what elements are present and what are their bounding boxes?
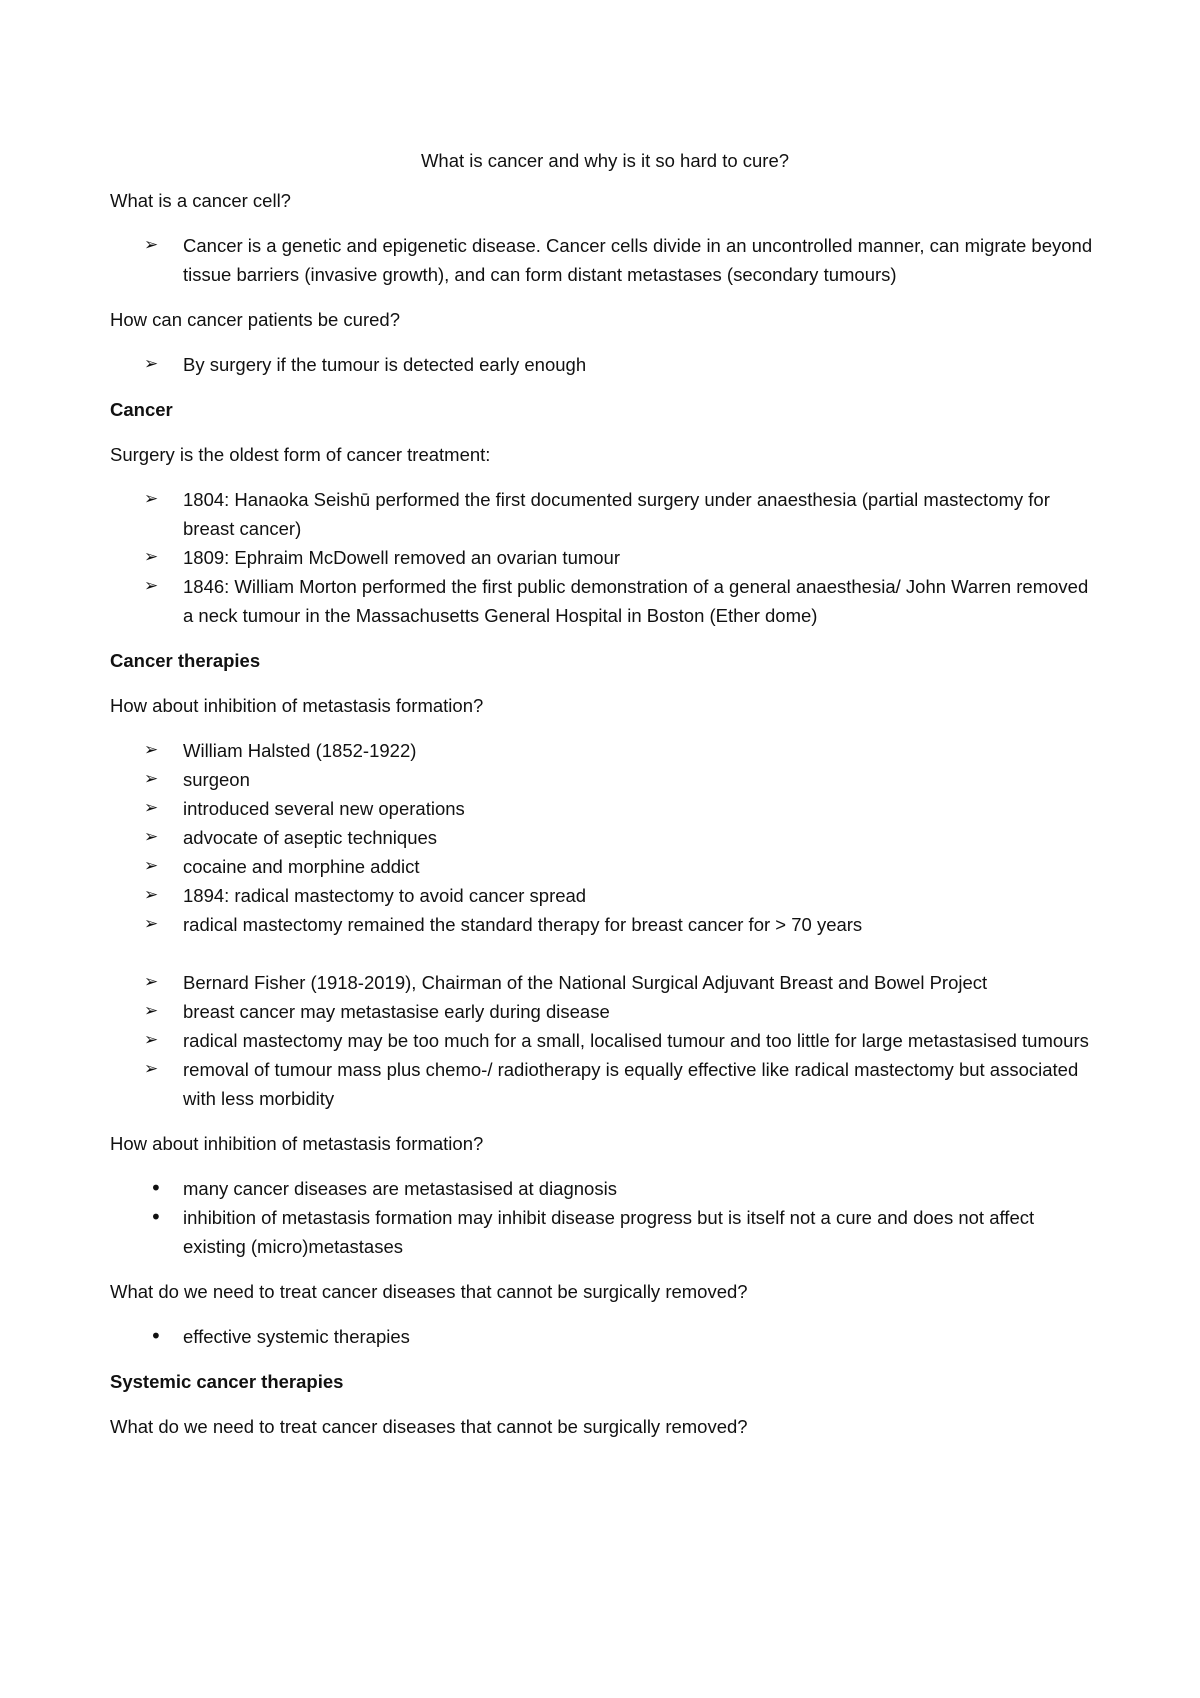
question-cancer-cell: What is a cancer cell? [110,190,291,211]
heading-cancer: Cancer [110,399,173,420]
list-item: ➢ radical mastectomy remained the standard therapy for breast cancer for > 70 years [110,910,1100,939]
question-cure: How can cancer patients be cured? [110,309,401,330]
list-item: ➢ Bernard Fisher (1918-2019), Chairman of the National Surgical Adjuvant Breast and Bowel Project [110,968,1100,997]
list-item: • many cancer diseases are metastasised at diagnosis [110,1174,1100,1203]
arrow-bullet-icon: ➢ [144,827,159,847]
arrow-bullet-icon: ➢ [144,972,159,992]
arrow-bullet-icon: ➢ [144,798,159,818]
list-surgery-history [110,485,1100,630]
list-cancer-cell [110,231,1100,289]
list-item: ➢ breast cancer may metastasise early during disease [110,997,1100,1026]
question-systemic-2: What do we need to treat cancer diseases that cannot be surgically removed? [110,1416,748,1437]
question-metastasis-2: How about inhibition of metastasis formation? [110,1133,484,1154]
question-metastasis: How about inhibition of metastasis formation? [110,695,484,716]
list-item: ➢ William Halsted (1852-1922) [110,736,1100,765]
arrow-bullet-icon: ➢ [144,740,159,760]
heading-systemic-therapies: Systemic cancer therapies [110,1371,344,1392]
list-cure [110,350,1100,379]
list-item: ➢ cocaine and morphine addict [110,852,1100,881]
arrow-bullet-icon: ➢ [144,489,159,509]
list-item: ➢ Cancer is a genetic and epigenetic disease. Cancer cells divide in an uncontrolled manner, can migrate beyond tissue barriers (invasive growth), and can form distant metastases (secondary tumours) [110,231,1100,289]
list-metastasis [110,1174,1100,1261]
list-item: ➢ 1846: William Morton performed the first public demonstration of a general anaesthesia/ John Warren removed a neck tumour in the Massachusetts General Hospital in Boston (Ether dome) [110,572,1100,630]
list-item: ➢ 1894: radical mastectomy to avoid cancer spread [110,881,1100,910]
arrow-bullet-icon: ➢ [144,1030,159,1050]
question-systemic: What do we need to treat cancer diseases that cannot be surgically removed? [110,1281,748,1302]
dot-bullet-icon: • [150,1205,162,1229]
list-item: ➢ 1804: Hanaoka Seishū performed the first documented surgery under anaesthesia (partial mastectomy for breast cancer) [110,485,1100,543]
arrow-bullet-icon: ➢ [144,354,159,374]
heading-cancer-therapies: Cancer therapies [110,650,261,671]
list-halsted [110,736,1100,939]
list-systemic [110,1322,1100,1351]
dot-bullet-icon: • [150,1176,162,1200]
document-page [110,146,1100,1457]
arrow-bullet-icon: ➢ [144,856,159,876]
arrow-bullet-icon: ➢ [144,576,159,596]
list-item: ➢ advocate of aseptic techniques [110,823,1100,852]
arrow-bullet-icon: ➢ [144,769,159,789]
list-item: • inhibition of metastasis formation may inhibit disease progress but is itself not a cure and does not affect existing (micro)metastases [150,1205,1035,1257]
arrow-bullet-icon: ➢ [144,1001,159,1021]
list-item: • effective systemic therapies [110,1322,1100,1351]
list-item: ➢ radical mastectomy may be too much for a small, localised tumour and too little for large metastasised tumours [110,1026,1100,1055]
arrow-bullet-icon: ➢ [144,914,159,934]
spacer [110,939,1100,968]
arrow-bullet-icon: ➢ [144,235,159,255]
list-item: ➢ removal of tumour mass plus chemo-/ radiotherapy is equally effective like radical mastectomy but associated with less morbidity [110,1055,1100,1113]
list-fisher [110,968,1100,1113]
arrow-bullet-icon: ➢ [144,885,159,905]
arrow-bullet-icon: ➢ [144,1059,159,1079]
intro-surgery: Surgery is the oldest form of cancer treatment: [110,444,491,465]
list-item: ➢ introduced several new operations [110,794,1100,823]
arrow-bullet-icon: ➢ [144,547,159,567]
dot-bullet-icon: • [150,1324,162,1348]
document-title: What is cancer and why is it so hard to cure? [420,150,790,171]
list-item: ➢ By surgery if the tumour is detected early enough [110,350,1100,379]
list-item: ➢ surgeon [110,765,1100,794]
list-item: ➢ 1809: Ephraim McDowell removed an ovarian tumour [110,543,1100,572]
